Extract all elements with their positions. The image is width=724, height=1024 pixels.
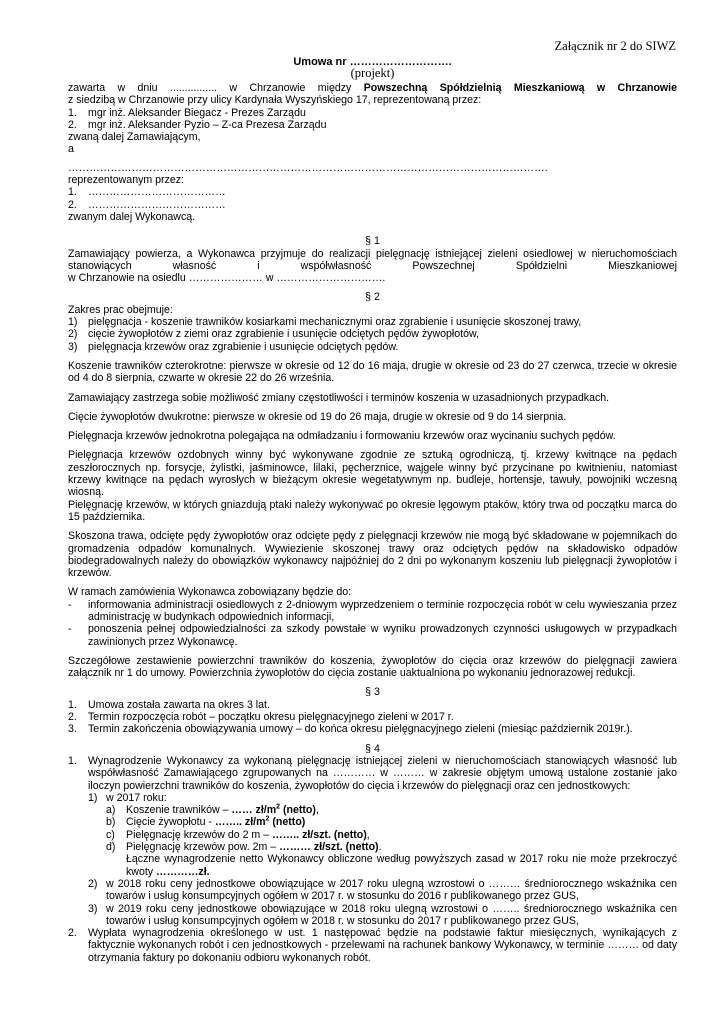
ornamental-shrubs-rules: Pielęgnacja krzewów ozdobnych winny być wykonywane zgodnie ze sztuką ogrodniczą, tj. krzewy kwitnące na pędach zeszłorocznych np. forsycje, żylistki, jaśminowce, lilaki, pęcherznice, wajgele winny być przycinane po kwitnieniu, natomiast krzewy kwitnące na pędach wyrosłych w bieżącym okresie wegetatywnym np. budleje, hortensje, tawuły, powojniki wczesną wiosną. (68, 449, 677, 499)
year-2018-item: 2) w 2018 roku ceny jednostkowe obowiązujące w 2017 roku ulegną wzrostowi o ……… średniorocznego wskaźnika cen towarów i usług konsumpcyjnych ogółem w 2017 r. w stosunku do 2016 r publikowanego przez GUS, (88, 877, 677, 903)
price-item-a: a) Koszenie trawników – …… $zł/m^2$ (netto), (106, 803, 319, 817)
area-summary-note: Szczegółowe zestawienie powierzchni trawników do koszenia, żywopłotów do cięcia oraz krzewów do pielęgnacji zawiera załącznik nr 1 do umowy. Powierzchnia żywopłotów do cięcia zostanie uaktualniona po wykonaniu jednorazowej redukcji. (68, 654, 677, 680)
representative-1: 1. mgr inż. Aleksander Biegacz - Prezes Zarządu (68, 106, 306, 119)
section-4-heading: § 4 (365, 742, 380, 755)
duty-item: - informowania administracji osiedlowych z 2-dniowym wyprzedzeniem o terminie rozpoczęcia robót w celu wywieszania przez administrację w budynkach odpowiednich informacji, (68, 598, 677, 623)
term-item: 1. Umowa została zawarta na okres 3 lat. (68, 698, 270, 711)
price-item-c: c) Pielęgnację krzewów do 2 m – …….. zł/szt. (netto), (106, 828, 370, 841)
mowing-schedule: Koszenie trawników czterokrotne: pierwsze w okresie od 12 do 16 maja, drugie w okresie od 23 do 27 czerwca, trzecie w okresie od 4 do 8 sierpnia, czwarte w okresie 22 do 26 września. (68, 359, 677, 385)
called-client: zwaną dalej Zamawiającym, (68, 131, 201, 144)
schedule-change-reservation: Zamawiający zastrzega sobie możliwość zmiany częstotliwości i terminów koszenia w uzasadnionych przypadkach. (68, 391, 610, 404)
called-contractor: zwanym dalej Wykonawcą. (68, 210, 196, 223)
total-limit: Łączne wynagrodzenie netto Wykonawcy obliczone według powyższych zasad w 2017 roku nie może przekroczyć kwoty …………zł. (126, 853, 677, 878)
term-item: 3. Termin zakończenia obowiązywania umowy – do końca okresu pielęgnacyjnego zieleni (miesiąc październik 2019r.). (68, 723, 633, 736)
scope-item: 1) pielęgnacja - koszenie trawników kosiarkami mechanicznymi oraz zgrabienie i usunięcie skoszonej trawy, (68, 316, 582, 329)
scope-label: Zakres prac obejmuje: (68, 303, 173, 316)
represented-by: reprezentowanym przez: (68, 174, 184, 187)
duty-item: - ponoszenia pełnej odpowiedzialności za szkody powstałe w wyniku prowadzonych czynności usługowych w przypadkach zawinionych przez Wykonawcę. (68, 623, 677, 648)
section-1-heading: § 1 (365, 235, 380, 248)
term-item: 2. Termin rozpoczęcia robót – początku okresu pielęgnacyjnego zieleni w 2017 r. (68, 711, 454, 724)
price-item-b: b) Cięcie żywopłotu - …….. $zł/m^2$ (netto) (106, 815, 306, 829)
section-1-text: Zamawiający powierza, a Wykonawca przyjmuje do realizacji pielęgnację istniejącej zieleni osiedlowej w nieruchomościach stanowiących własność i współwłasność Powszechnej Spółdzielni Mieszkaniowej (68, 247, 677, 272)
waste-disposal-rule: Skoszona trawa, odcięte pędy żywopłotów oraz odcięte pędy z pielęgnacji krzewów nie mogą być składowane w pojemnikach do gromadzenia odpadów komunalnych. Wywiezienie skoszonej trawy oraz odciętych pędów na składowisko odpadów biodegradowalnych należy do obowiązków wykonawcy najpóźniej do 2 dni po wykonanym koszeniu lub pielęgnacji żywopłotów i krzewów. (68, 530, 677, 580)
section-3-heading: § 3 (365, 686, 380, 699)
attachment-label: Załącznik nr 2 do SIWZ (554, 39, 676, 53)
and-text: a (68, 143, 74, 156)
project-label: (projekt) (350, 66, 395, 80)
intro-line-2: z siedzibą w Chrzanowie przy ulicy Kardynała Wyszyńskiego 17, reprezentowaną przez: (68, 94, 482, 107)
contractor-placeholder: ………………………………………………………………………………………………………………………. (68, 161, 548, 174)
hedge-cutting-schedule: Cięcie żywopłotów dwukrotne: pierwsze w okresie od 19 do 26 maja, drugie w okresie od 9 do 14 sierpnia. (68, 410, 567, 423)
section-1-text-end: w Chrzanowie na osiedlu ………………… w …………………………. (68, 272, 386, 285)
contractor-rep-1: 1. ………………………………… (68, 186, 226, 199)
intro-line-1: zawarta w dniu ................ w Chrzanowie między Powszechną Spółdzielnią Mieszkaniową w Chrzanowie (68, 82, 677, 94)
scope-item: 2) cięcie żywopłotów z ziemi oraz zgrabienie i usunięcie odciętych pędów żywopłotów, (68, 328, 479, 341)
year-2019-item: 3) w 2019 roku ceny jednostkowe obowiązujące w 2018 roku ulegną wzrostowi o …….. średniorocznego wskaźnika cen towarów i usług konsumpcyjnych ogółem w 2018 r. w stosunku do 2017 r publikowanego przez GUS, (88, 902, 677, 927)
contractor-duties-label: W ramach zamówienia Wykonawca zobowiązany będzie do: (68, 586, 352, 599)
price-item-d: d) Pielęgnację krzewów pow. 2m – ……… zł/szt. (netto). (106, 841, 382, 854)
shrub-care-description: Pielęgnacja krzewów jednokrotna polegająca na odmładzaniu i formowaniu krzewów oraz wycinaniu suchych pędów. (68, 430, 616, 443)
year-2017-item: 1) w 2017 roku: (88, 791, 167, 804)
section-2-heading: § 2 (365, 291, 380, 304)
contract-title: Umowa nr ………………………. (293, 56, 452, 68)
remuneration-item-1: 1. Wynagrodzenie Wykonawcy za wykonaną pielęgnację istniejącej zieleni w nieruchomościach stanowiących własność lub współwłasność Zamawiającego zgrupowanych na ………… w ……… w zakresie objętym umową ustalone zostanie jako iloczyn powierzchni trawników do koszenia, żywopłotów do cięcia i krzewów do pielęgnacji oraz cen jednostkowych: (68, 754, 677, 792)
contractor-rep-2: 2. ………………………………… (68, 198, 226, 211)
remuneration-item-2: 2. Wypłata wynagrodzenia określonego w ust. 1 następować będzie na podstawie faktur miesięcznych, wynikających z faktycznie wykonanych robót i cen jednostkowych - przelewami na rachunek bankowy Wykonawcy, w terminie ……… od daty otrzymania faktury po dokonaniu odbioru wykonanych robót. (68, 927, 677, 964)
scope-item: 3) pielęgnacja krzewów oraz zgrabienie i usunięcie odciętych pędów. (68, 340, 399, 353)
contract-body (68, 82, 677, 964)
representative-2: 2. mgr inż. Aleksander Pyzio – Z-ca Prezesa Zarządu (68, 118, 327, 131)
nesting-birds-rule: Pielęgnację krzewów, w których gniazdują ptaki należy wykonywać po okresie lęgowym ptaków, który trwa od początku marca do 15 października. (68, 498, 677, 523)
